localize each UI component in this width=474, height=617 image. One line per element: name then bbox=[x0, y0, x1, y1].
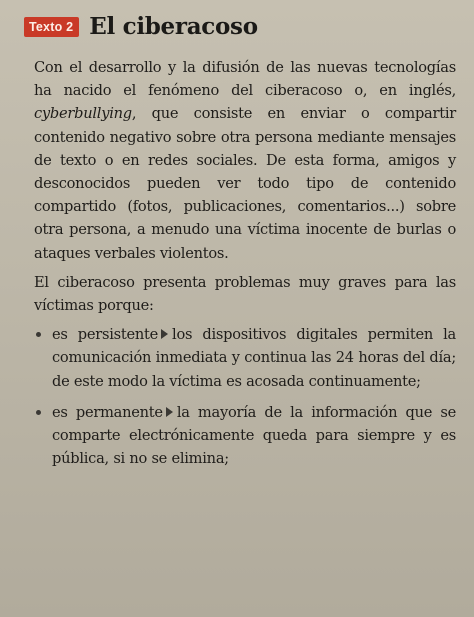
intro-text-end: , que consiste en enviar o compartir contenido negativo sobre otra persona mediante mensajes de texto o en redes sociales. De esta forma, amigos y desconocidos pueden ver todo tipo de contenido compartido (fotos, publicaciones, comentarios...) sobre otra persona, a menudo una víctima inocente de burlas o ataques verbales violentos. bbox=[34, 105, 456, 262]
bullet-dot-icon bbox=[36, 410, 41, 415]
problems-list bbox=[34, 323, 456, 470]
english-term: cyberbullying bbox=[34, 105, 132, 123]
list-item-term: es persistente bbox=[52, 326, 159, 344]
page-title: El ciberacoso bbox=[89, 13, 258, 40]
problems-intro-paragraph: El ciberacoso presenta problemas muy graves para las víctimas porque: bbox=[34, 273, 456, 315]
list-item bbox=[34, 401, 456, 471]
list-item-text: los dispositivos digitales permiten la comunicación inmediata y continua las 24 horas del día; de este modo la víctima es acosada continuamente; bbox=[52, 326, 456, 390]
list-item-term: es permanente bbox=[52, 403, 163, 421]
intro-text-start: Con el desarrollo y la difusión de las nuevas tecnologías ha nacido el fenómeno del ciberacoso o, en inglés, bbox=[34, 59, 456, 100]
intro-paragraph bbox=[34, 56, 456, 265]
list-item bbox=[34, 323, 456, 393]
list-item-text: la mayoría de la información que se comparte electrónicamente queda para siempre y es pública, si no se elimina; bbox=[52, 403, 456, 468]
triangle-arrow-right-icon bbox=[166, 407, 173, 417]
bullet-dot-icon bbox=[36, 332, 41, 337]
text-number-badge: Texto 2 bbox=[24, 17, 79, 37]
header bbox=[24, 14, 456, 40]
triangle-arrow-right-icon bbox=[161, 329, 168, 339]
